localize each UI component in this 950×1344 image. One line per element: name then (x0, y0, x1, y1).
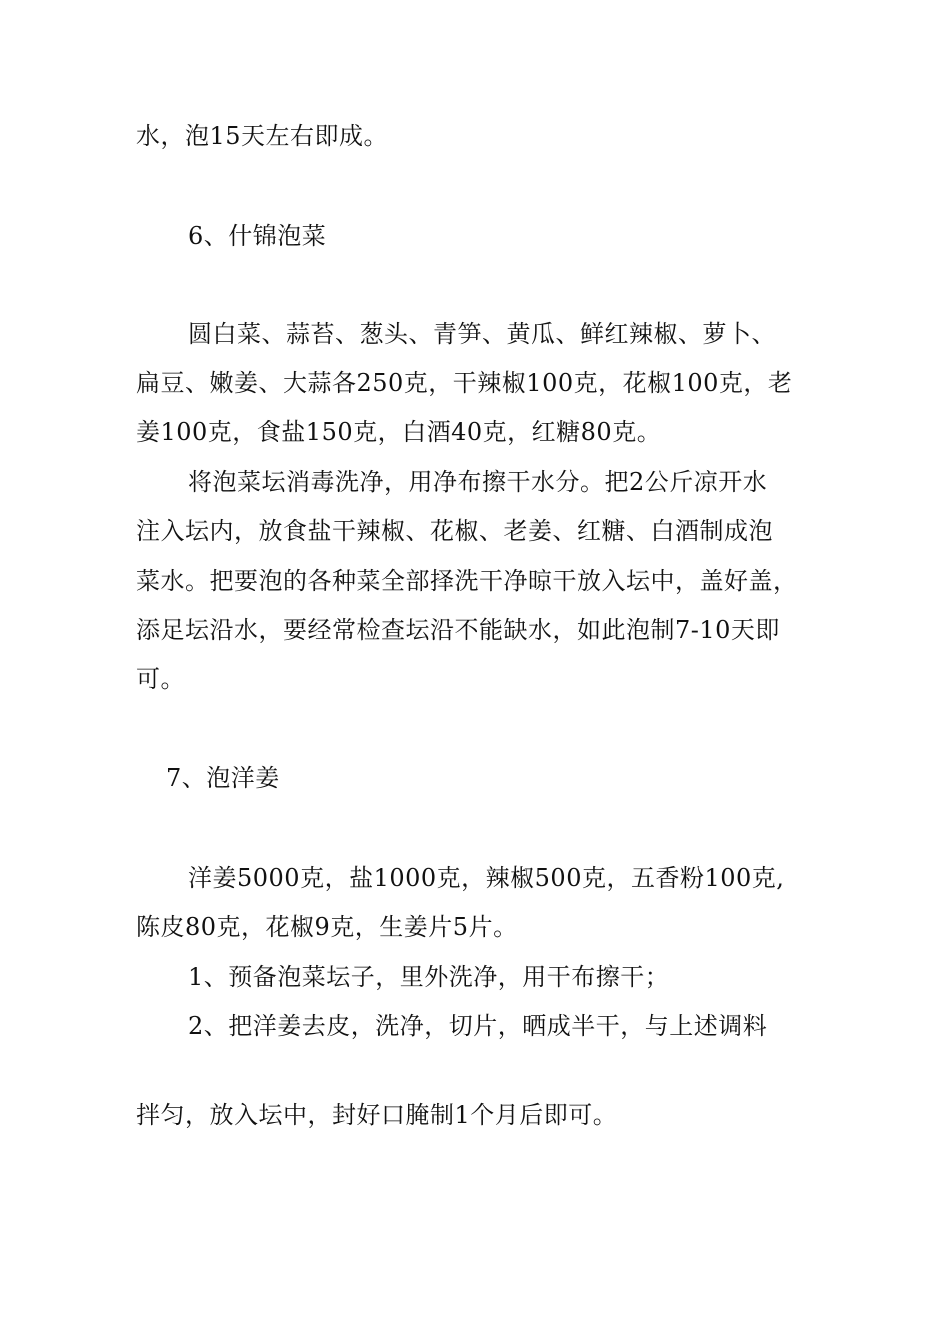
text-line: 拌匀，放入坛中，封好口腌制1个月后即可。 (136, 1101, 618, 1129)
text-line: 姜100克，食盐150克，白酒40克，红糖80克。 (136, 418, 662, 446)
text-line: 圆白菜、蒜苔、葱头、青笋、黄瓜、鲜红辣椒、萝卜、 (188, 320, 776, 348)
text-line: 菜水。把要泡的各种菜全部择洗干净晾干放入坛中，盖好盖， (136, 567, 798, 595)
text-line: 2、把洋姜去皮，洗净，切片，晒成半干，与上述调料 (188, 1012, 768, 1040)
text-line: 陈皮80克，花椒9克，生姜片5片。 (136, 913, 518, 941)
text-line: 可。 (136, 665, 185, 693)
text-line: 洋姜5000克，盐1000克，辣椒500克，五香粉100克, (188, 864, 785, 892)
section-heading: 7、泡洋姜 (166, 764, 280, 792)
text-line: 扁豆、嫩姜、大蒜各250克，干辣椒100克，花椒100克，老 (136, 369, 793, 397)
text-line: 注入坛内，放食盐干辣椒、花椒、老姜、红糖、白酒制成泡 (136, 517, 773, 545)
section-heading: 6、什锦泡菜 (188, 222, 327, 250)
text-line: 添足坛沿水，要经常检查坛沿不能缺水，如此泡制7-10天即 (136, 616, 780, 644)
text-line: 水，泡15天左右即成。 (136, 122, 389, 150)
text-line: 将泡菜坛消毒洗净，用净布擦干水分。把2公斤凉开水 (188, 468, 768, 496)
text-line: 1、预备泡菜坛子，里外洗净，用干布擦干； (188, 963, 670, 991)
